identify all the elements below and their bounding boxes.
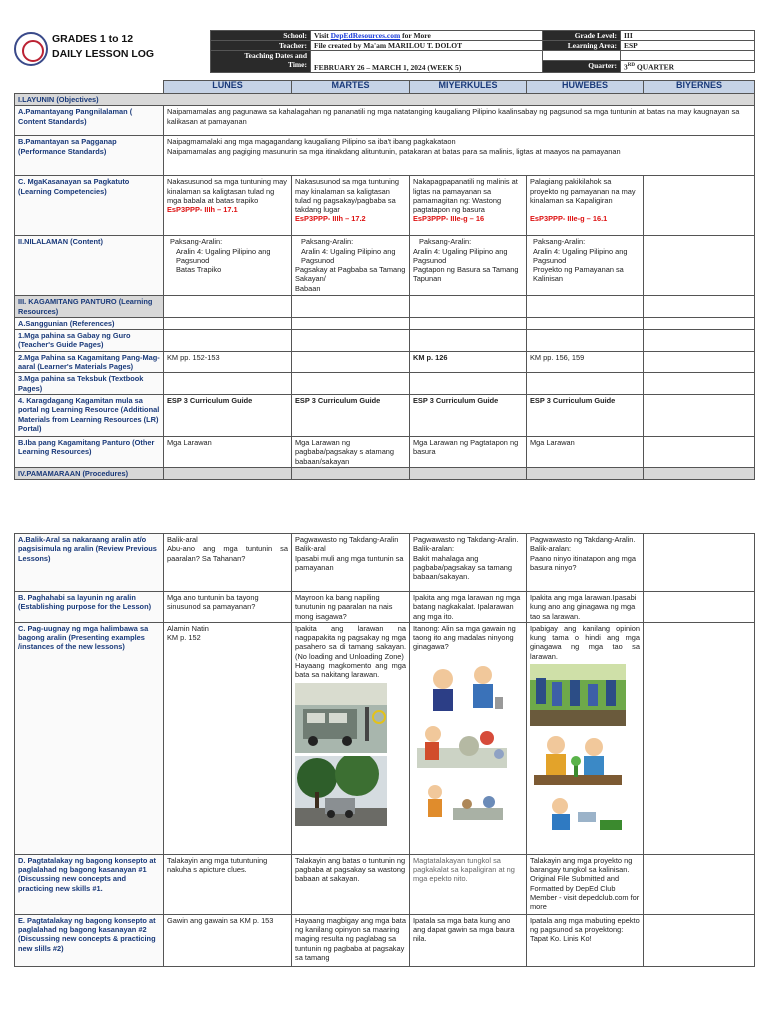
procedures-label: IV.PAMAMARAAN (Procedures) bbox=[15, 467, 164, 479]
discussion1-wed: Magtatalakayan tungkol sa pagkakalat sa kapaligiran at ng mga epekto nito. bbox=[410, 854, 527, 914]
littering-cartoon-3 bbox=[413, 774, 523, 824]
discussion2-thu: Ipatala ang mga mabuting epekto ng pagsunod sa proyektong: Tapat Ko. Linis Ko! bbox=[527, 914, 644, 966]
additional-thu: ESP 3 Curriculum Guide bbox=[527, 394, 644, 436]
deped-seal-icon bbox=[14, 32, 48, 66]
day-tuesday: MARTES bbox=[292, 81, 410, 94]
competency-wed: Nakapagpapanatili ng malinis at ligtas na pamayanan sa pamamagitan ng: Wastong pagtatapon ng basura EsP3PPP- IIIe-g – 16 bbox=[410, 176, 527, 236]
purpose-wed: Ipakita ang mga larawan ng mga batang nagkakalat. Ipalarawan ang mga ito. bbox=[410, 592, 527, 623]
lesson-grid-page-1 bbox=[14, 80, 755, 480]
discussion1-thu: Talakayin ang mga proyekto ng barangay tungkol sa kalinisan. Original File Submitted and Formatted by DepEd Club Member - visit depedclub.com for more bbox=[527, 854, 644, 914]
content-standards-label: A.Pamantayang Pangnilalaman ( Content Standards) bbox=[15, 106, 164, 136]
day-wednesday: MIYERKULES bbox=[410, 81, 527, 94]
watering-cartoon bbox=[530, 792, 640, 834]
grade-level-label: Grade Level: bbox=[543, 31, 621, 41]
lm-pages-wed: KM p. 126 bbox=[410, 351, 527, 373]
teacher-value: File created by Ma'am MARILOU T. DOLOT bbox=[311, 41, 543, 51]
other-resources-label: B.Iba pang Kagamitang Panturo (Other Learning Resources) bbox=[15, 436, 164, 467]
lesson-grid-page-2 bbox=[14, 533, 755, 967]
info-table bbox=[210, 30, 755, 73]
review-wed: Pagwawasto ng Takdang-Aralin. Balik-aralan: Bakit mahalaga ang pagbaba/pagsakay sa tamang babaan/sakayan. bbox=[410, 534, 527, 592]
depedresources-link[interactable]: DepEdResources.com bbox=[330, 31, 401, 40]
competencies-label: C. MgaKasanayan sa Pagkatuto (Learning Competencies) bbox=[15, 176, 164, 236]
title-line-2: DAILY LESSON LOG bbox=[52, 48, 155, 60]
discussion1-tue: Talakayin ang batas o tuntunin ng pagbaba at pagsakay sa wastong babaan at sakayan. bbox=[292, 854, 410, 914]
discussion1-mon: Talakayin ang mga tutuntuning nakuha s apicture clues. bbox=[164, 854, 292, 914]
other-resources-mon: Mga Larawan bbox=[164, 436, 292, 467]
other-resources-tue: Mga Larawan ng pagbaba/pagsakay s atamang babaan/sakayan bbox=[292, 436, 410, 467]
learners-materials-label: 2.Mga Pahina sa Kagamitang Pang-Mag-aaral (Learner's Materials Pages) bbox=[15, 351, 164, 373]
references-label: A.Sanggunian (References) bbox=[15, 317, 164, 329]
teachers-guide-label: 1.Mga pahina sa Gabay ng Guro (Teacher's Guide Pages) bbox=[15, 330, 164, 352]
document-title bbox=[52, 32, 212, 68]
review-tue: Pagwawasto ng Takdang-Aralin Balik-aral Ipasabi muli ang mga tuntunin sa pamayanan bbox=[292, 534, 410, 592]
content-thu: Paksang-Aralin: Aralin 4: Ugaling Pilipino ang Pagsunod Proyekto ng Pamayanan sa Kalinisan bbox=[527, 236, 644, 296]
littering-cartoon-2 bbox=[413, 716, 523, 771]
content-wed: Paksang-Aralin: Aralin 4: Ugaling Pilipino ang Pagsunod Pagtapon ng Basura sa Tamang Tapunan bbox=[410, 236, 527, 296]
section-layunin: I.LAYUNIN (Objectives) bbox=[15, 94, 755, 106]
street-trees-photo bbox=[295, 756, 406, 826]
content-mon: Paksang-Aralin: Aralin 4: Ugaling Pilipino ang Pagsunod Batas Trapiko bbox=[164, 236, 292, 296]
additional-materials-label: 4. Karagdagang Kagamitan mula sa portal ng Learning Resource (Additional Materials from Learning Resources (LR) Portal) bbox=[15, 394, 164, 436]
review-thu: Pagwawasto ng Takdang-Aralin. Balik-aralan: Paano ninyo itinatapon ang mga basura ninyo? bbox=[527, 534, 644, 592]
examples-wed: Itanong: Alin sa mga gawain ng taong ito ang madalas ninyong ginagawa? bbox=[410, 622, 527, 854]
lm-pages-thu: KM pp. 156, 159 bbox=[527, 351, 644, 373]
performance-standards-text: Naipagmamalaki ang mga magagandang kaugaliang Pilipino sa iba't ibang pagkakataon Naipamamalas ang pagiging masunurin sa mga itinakdang alituntunin, patakaran at batas para sa malinis, ligtas at maayos na pamayanan bbox=[164, 136, 755, 176]
school-value: Visit DepEdResources.com for More bbox=[311, 31, 543, 41]
planting-cartoon bbox=[530, 729, 640, 789]
discussion2-label: E. Pagtatalakay ng bagong konsepto at paglalahad ng bagong kasanayan #2 (Discussing new concepts & practicing new slills #2) bbox=[15, 914, 164, 966]
examples-label: C. Pag-uugnay ng mga halimbawa sa bagong aralin (Presenting examples /instances of the new lessons) bbox=[15, 622, 164, 854]
purpose-mon: Mga ano tuntunin ba tayong sinusunod sa pamayanan? bbox=[164, 592, 292, 623]
title-line-1: GRADES 1 to 12 bbox=[52, 33, 134, 45]
jeepney-loading-photo bbox=[295, 683, 406, 753]
purpose-label: B. Paghahabi sa layunin ng aralin (Establishing purpose for the Lesson) bbox=[15, 592, 164, 623]
purpose-tue: Mayroon ka bang napiling tunutunin ng paaralan na nais mong isagawa? bbox=[292, 592, 410, 623]
discussion1-label: D. Pagtatalakay ng bagong konsepto at paglalahad ng bagong kasanayan #1 (Discussing new concepts and practicing new skills #1. bbox=[15, 854, 164, 914]
content-fri bbox=[644, 236, 755, 296]
school-label: School: bbox=[211, 31, 311, 41]
other-resources-wed: Mga Larawan ng Pagtatapon ng basura bbox=[410, 436, 527, 467]
competency-tue: Nakasusunod sa mga tuntuning may kinalaman sa kaligtasan tulad ng pagsakay/pagbaba sa takdang lugar EsP3PPP- IIIh – 17.2 bbox=[292, 176, 410, 236]
discussion2-wed: Ipatala sa mga bata kung ano ang dapat gawin sa mga baura nila. bbox=[410, 914, 527, 966]
review-mon: Balik-aral Abu-ano ang mga tuntunin sa paaralan? Sa Tahanan? bbox=[164, 534, 292, 592]
community-cleanup-photo bbox=[530, 664, 640, 726]
day-monday: LUNES bbox=[164, 81, 292, 94]
competency-mon: Nakasusunod sa mga tuntuning may kinalaman sa kaligtasan tulad ng mga babala at batas trapiko EsP3PPP- IIIh – 17.1 bbox=[164, 176, 292, 236]
examples-thu: Ipabigay ang kanilang opinion kung tama o hindi ang mga ginagawa ng mga tao sa larawan. bbox=[527, 622, 644, 854]
learning-area-value: ESP bbox=[621, 41, 755, 51]
review-label: A.Balik-Aral sa nakaraang aralin at/o pagsisimula ng aralin (Review Previous Lessons) bbox=[15, 534, 164, 592]
additional-wed: ESP 3 Curriculum Guide bbox=[410, 394, 527, 436]
other-resources-thu: Mga Larawan bbox=[527, 436, 644, 467]
examples-mon: Alamin Natin KM p. 152 bbox=[164, 622, 292, 854]
performance-standards-label: B.Pamantayan sa Pagganap (Performance Standards) bbox=[15, 136, 164, 176]
teaching-dates-label: Teaching Dates and Time: bbox=[211, 51, 311, 73]
examples-tue: Ipakita ang larawan na nagpapakita ng pagsakay ng mga pasahero sa di tamang sakayan.(No loading and Unloading Zone) Hayaang magkomento ang mga bata sa nakitang larawan. bbox=[292, 622, 410, 854]
textbook-pages-label: 3.Mga pahina sa Teksbuk (Textbook Pages) bbox=[15, 373, 164, 395]
content-label: II.NILALAMAN (Content) bbox=[15, 236, 164, 296]
quarter-label: Quarter: bbox=[543, 61, 621, 73]
grade-level-value: III bbox=[621, 31, 755, 41]
competency-fri bbox=[644, 176, 755, 236]
additional-tue: ESP 3 Curriculum Guide bbox=[292, 394, 410, 436]
additional-mon: ESP 3 Curriculum Guide bbox=[164, 394, 292, 436]
learning-resources-label: III. KAGAMITANG PANTURO (Learning Resources) bbox=[15, 296, 164, 318]
day-thursday: HUWEBES bbox=[527, 81, 644, 94]
day-header-row bbox=[15, 81, 755, 94]
teacher-label: Teacher: bbox=[211, 41, 311, 51]
competency-thu: Palagiang pakikilahok sa proyekto ng pamayanan na may kinalaman sa Kapaligiran EsP3PPP- IIIe-g – 16.1 bbox=[527, 176, 644, 236]
teaching-dates-value: FEBRUARY 26 – MARCH 1, 2024 (WEEK 5) bbox=[311, 51, 543, 73]
quarter-value: 3RD QUARTER bbox=[621, 61, 755, 73]
content-tue: Paksang-Aralin: Aralin 4: Ugaling Pilipino ang Pagsunod Pagsakay at Pagbaba sa Tamang Sakayan/ Babaan bbox=[292, 236, 410, 296]
content-standards-text: Naipamamalas ang pagunawa sa kahalagahan ng pananatili ng mga natatanging kaugaliang Pilipino kaalinsabay ng pagsunod sa mga tuntunin at batas na may kaugnayan sa kalikasan at pamayanan bbox=[164, 106, 755, 136]
purpose-thu: Ipakita ang mga larawan.Ipasabi kung ano ang ginagawa ng mga tao sa larawan. bbox=[527, 592, 644, 623]
discussion2-tue: Hayaang magbigay ang mga bata ng kanilang opinyon sa maaring maging resulta ng paglabag sa tuntunin ng pagbaba at pagsakay sa tamang bbox=[292, 914, 410, 966]
learning-area-label: Learning Area: bbox=[543, 41, 621, 51]
day-friday: BIYERNES bbox=[644, 81, 755, 94]
lm-pages-mon: KM pp. 152-153 bbox=[164, 351, 292, 373]
littering-cartoon-1 bbox=[413, 655, 523, 713]
discussion2-mon: Gawin ang gawain sa KM p. 153 bbox=[164, 914, 292, 966]
